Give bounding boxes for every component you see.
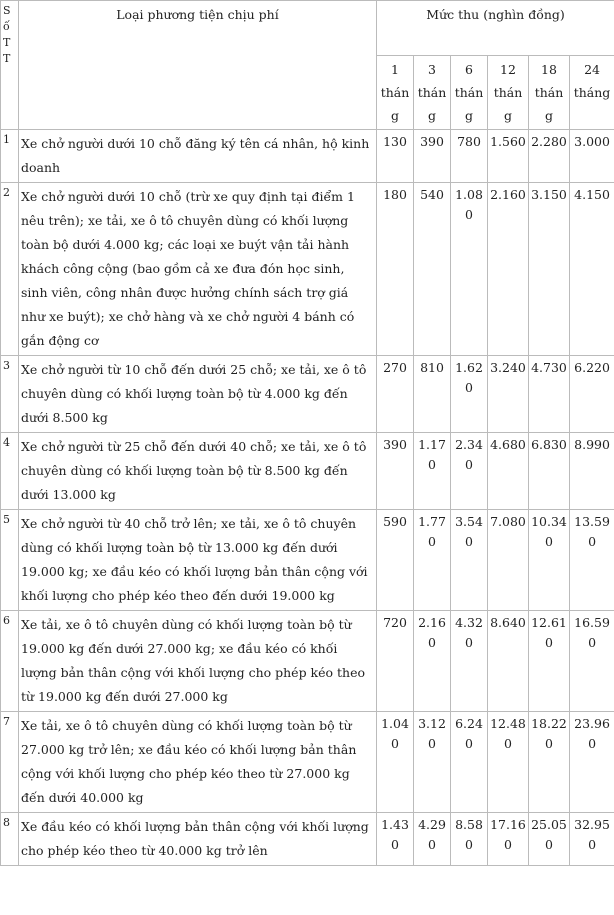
fee-cell: 7.080 <box>488 510 529 611</box>
fee-cell: 8.640 <box>488 611 529 712</box>
fee-cell: 32.950 <box>570 813 614 866</box>
vehicle-description: Xe đầu kéo có khối lượng bản thân cộng với khối lượng cho phép kéo theo từ 40.000 kg trở lên <box>19 813 377 866</box>
header-period: 1 tháng <box>377 56 414 130</box>
fee-cell: 1.430 <box>377 813 414 866</box>
table-row <box>1 356 614 433</box>
table-row <box>1 183 614 356</box>
fee-cell: 25.050 <box>529 813 570 866</box>
fee-cell: 6.240 <box>451 712 488 813</box>
fee-cell: 1.560 <box>488 130 529 183</box>
fee-cell: 6.830 <box>529 433 570 510</box>
fee-cell: 1.040 <box>377 712 414 813</box>
fee-cell: 2.280 <box>529 130 570 183</box>
fee-cell: 4.730 <box>529 356 570 433</box>
fee-cell: 1.080 <box>451 183 488 356</box>
table-row <box>1 813 614 866</box>
table-row <box>1 611 614 712</box>
table-body <box>1 130 614 866</box>
table-row <box>1 510 614 611</box>
fee-cell: 1.170 <box>414 433 451 510</box>
fee-cell: 3.540 <box>451 510 488 611</box>
fee-cell: 13.590 <box>570 510 614 611</box>
fee-cell: 4.680 <box>488 433 529 510</box>
row-number: 8 <box>1 813 19 866</box>
table-row <box>1 712 614 813</box>
fee-cell: 390 <box>414 130 451 183</box>
header-vehicle-type: Loại phương tiện chịu phí <box>19 1 377 130</box>
fee-cell: 540 <box>414 183 451 356</box>
header-period: 12 tháng <box>488 56 529 130</box>
fee-cell: 10.340 <box>529 510 570 611</box>
header-stt: Số TT <box>1 1 19 130</box>
fee-cell: 4.290 <box>414 813 451 866</box>
fee-cell: 3.000 <box>570 130 614 183</box>
row-number: 5 <box>1 510 19 611</box>
fee-cell: 23.960 <box>570 712 614 813</box>
vehicle-description: Xe tải, xe ô tô chuyên dùng có khối lượng toàn bộ từ 27.000 kg trở lên; xe đầu kéo có khối lượng bản thân cộng với khối lượng cho phép kéo theo từ 27.000 kg đến dưới 40.000 kg <box>19 712 377 813</box>
fee-cell: 12.610 <box>529 611 570 712</box>
fee-cell: 4.150 <box>570 183 614 356</box>
fee-cell: 270 <box>377 356 414 433</box>
fee-cell: 720 <box>377 611 414 712</box>
vehicle-description: Xe tải, xe ô tô chuyên dùng có khối lượng toàn bộ từ 19.000 kg đến dưới 27.000 kg; xe đầu kéo có khối lượng bản thân cộng với khối lượng cho phép kéo theo từ 19.000 kg đến dưới 27.000 kg <box>19 611 377 712</box>
fee-cell: 3.150 <box>529 183 570 356</box>
vehicle-description: Xe chở người từ 40 chỗ trở lên; xe tải, xe ô tô chuyên dùng có khối lượng toàn bộ từ 13.000 kg đến dưới 19.000 kg; xe đầu kéo có khối lượng bản thân cộng với khối lượng cho phép kéo theo đến dưới 19.000 kg <box>19 510 377 611</box>
fee-cell: 1.770 <box>414 510 451 611</box>
fee-cell: 2.340 <box>451 433 488 510</box>
table-row <box>1 433 614 510</box>
table-row <box>1 130 614 183</box>
fee-cell: 18.220 <box>529 712 570 813</box>
fee-cell: 810 <box>414 356 451 433</box>
fee-cell: 3.120 <box>414 712 451 813</box>
fee-cell: 8.990 <box>570 433 614 510</box>
fee-cell: 180 <box>377 183 414 356</box>
vehicle-description: Xe chở người dưới 10 chỗ (trừ xe quy định tại điểm 1 nêu trên); xe tải, xe ô tô chuyên dùng có khối lượng toàn bộ dưới 4.000 kg; các loại xe buýt vận tải hành khách công cộng (bao gồm cả xe đưa đón học sinh, sinh viên, công nhân được hưởng chính sách trợ giá như xe buýt); xe chở hàng và xe chở người 4 bánh có gắn động cơ <box>19 183 377 356</box>
fee-cell: 17.160 <box>488 813 529 866</box>
row-number: 2 <box>1 183 19 356</box>
fee-cell: 780 <box>451 130 488 183</box>
fee-cell: 16.590 <box>570 611 614 712</box>
fee-cell: 590 <box>377 510 414 611</box>
fee-cell: 3.240 <box>488 356 529 433</box>
fee-cell: 1.620 <box>451 356 488 433</box>
fee-cell: 2.160 <box>488 183 529 356</box>
row-number: 6 <box>1 611 19 712</box>
row-number: 7 <box>1 712 19 813</box>
fee-cell: 130 <box>377 130 414 183</box>
header-period: 18 tháng <box>529 56 570 130</box>
row-number: 3 <box>1 356 19 433</box>
fee-cell: 6.220 <box>570 356 614 433</box>
fee-cell: 8.580 <box>451 813 488 866</box>
header-fee-amount: Mức thu (nghìn đồng) <box>377 1 614 56</box>
header-period: 6 tháng <box>451 56 488 130</box>
row-number: 4 <box>1 433 19 510</box>
fee-cell: 4.320 <box>451 611 488 712</box>
fee-cell: 390 <box>377 433 414 510</box>
header-period: 3 tháng <box>414 56 451 130</box>
header-period: 24 tháng <box>570 56 614 130</box>
vehicle-description: Xe chở người từ 25 chỗ đến dưới 40 chỗ; xe tải, xe ô tô chuyên dùng có khối lượng toàn bộ từ 8.500 kg đến dưới 13.000 kg <box>19 433 377 510</box>
vehicle-description: Xe chở người từ 10 chỗ đến dưới 25 chỗ; xe tải, xe ô tô chuyên dùng có khối lượng toàn bộ từ 4.000 kg đến dưới 8.500 kg <box>19 356 377 433</box>
vehicle-description: Xe chở người dưới 10 chỗ đăng ký tên cá nhân, hộ kinh doanh <box>19 130 377 183</box>
fee-cell: 2.160 <box>414 611 451 712</box>
table-header <box>1 1 614 130</box>
fee-cell: 12.480 <box>488 712 529 813</box>
row-number: 1 <box>1 130 19 183</box>
